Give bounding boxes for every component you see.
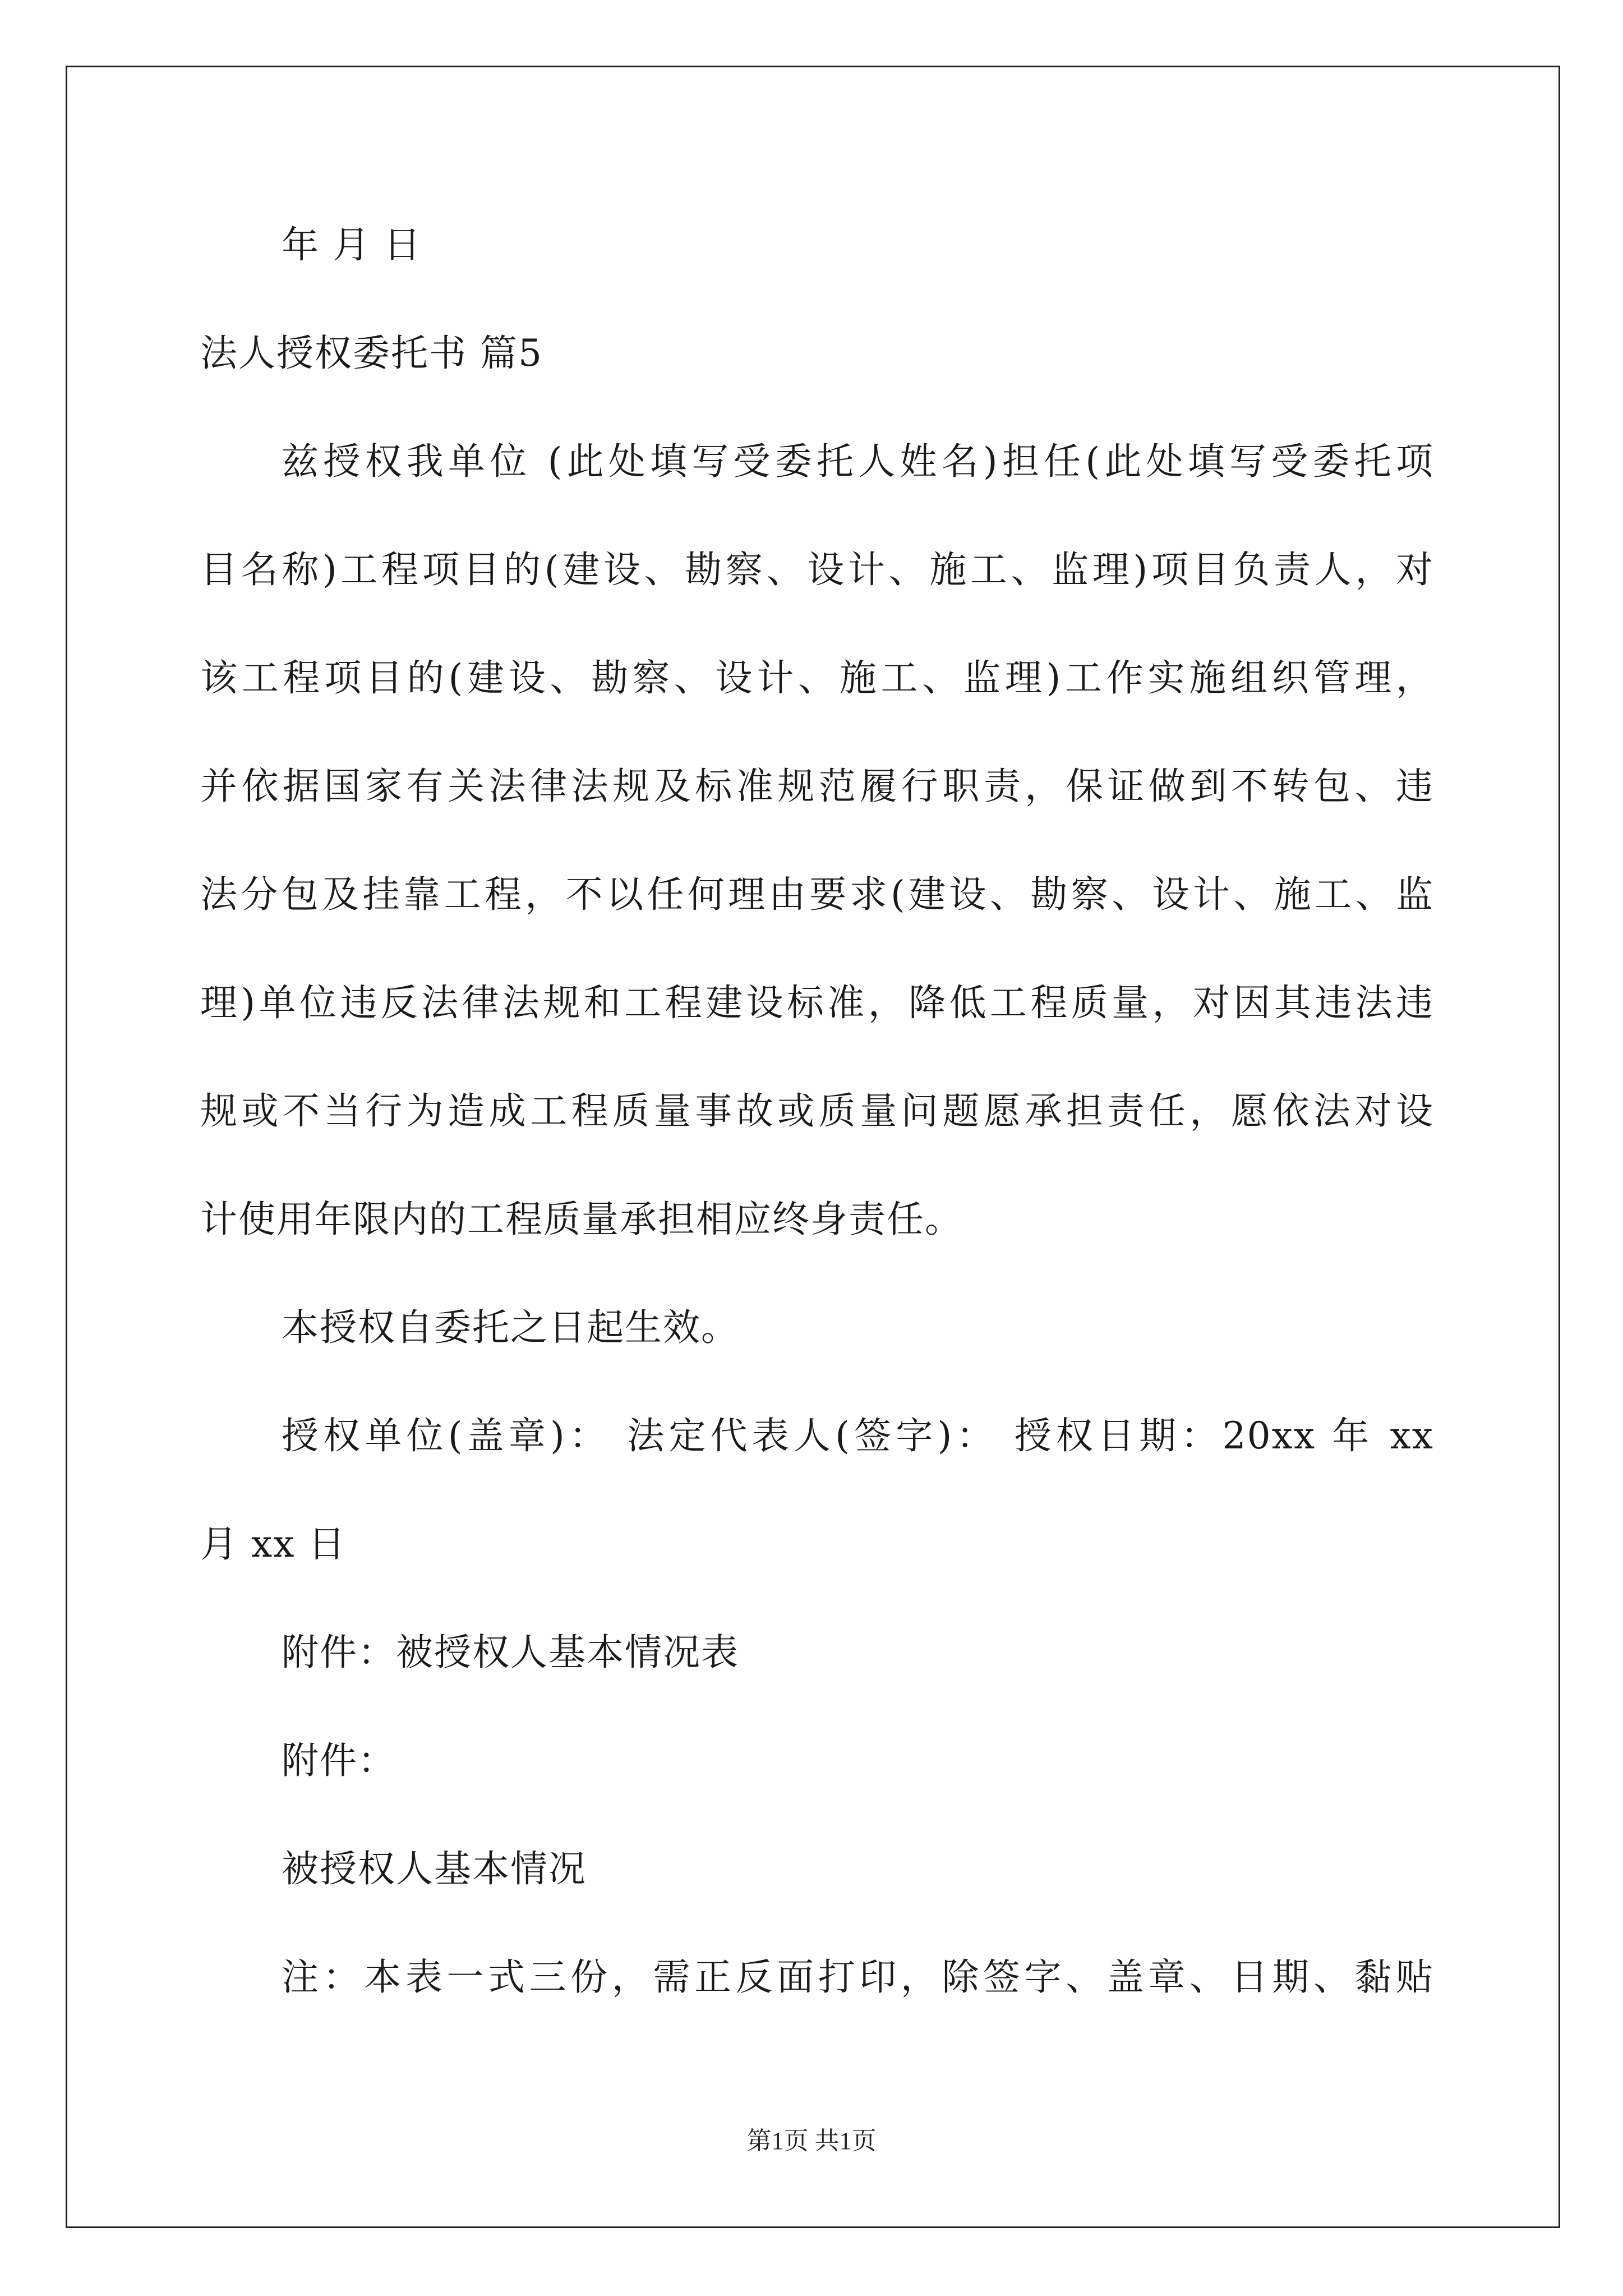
- attachment-title: 被授权人基本情况: [282, 1847, 587, 1890]
- paragraph-line: 法分包及挂靠工程，不以任何理由要求(建设、勘察、设计、施工、监: [200, 873, 1434, 916]
- paragraph-line: 规或不当行为造成工程质量事故或质量问题愿承担责任，愿依法对设: [200, 1089, 1434, 1133]
- paragraph-line: 计使用年限内的工程质量承担相应终身责任。: [200, 1198, 963, 1241]
- paragraph-line: 理)单位违反法律法规和工程建设标准，降低工程质量，对因其违法违: [200, 981, 1434, 1024]
- document-body: [200, 191, 1434, 2031]
- paragraph-line: 目名称)工程项目的(建设、勘察、设计、施工、监理)项目负责人，对: [200, 548, 1434, 591]
- attachment-line: 附件：被授权人基本情况表: [282, 1631, 739, 1674]
- signature-date-line: 月 xx 日: [200, 1522, 347, 1566]
- paragraph-line: 兹授权我单位 (此处填写受委托人姓名)担任(此处填写受委托项: [282, 440, 1434, 483]
- page-number: 第1页 共1页: [746, 2127, 877, 2155]
- section-title: 法人授权委托书 篇5: [200, 332, 543, 375]
- note-line: 注：本表一式三份，需正反面打印，除签字、盖章、日期、黏贴: [282, 1955, 1434, 1999]
- paragraph-line: 该工程项目的(建设、勘察、设计、施工、监理)工作实施组织管理，: [200, 656, 1434, 700]
- date-line: 年 月 日: [282, 223, 422, 266]
- attachment-label: 附件：: [282, 1739, 396, 1782]
- paragraph-line: 并依据国家有关法律法规及标准规范履行职责，保证做到不转包、违: [200, 765, 1434, 808]
- signature-line: 授权单位(盖章)： 法定代表人(签字)： 授权日期：20xx 年 xx: [282, 1414, 1434, 1457]
- effective-statement: 本授权自委托之日起生效。: [282, 1306, 739, 1349]
